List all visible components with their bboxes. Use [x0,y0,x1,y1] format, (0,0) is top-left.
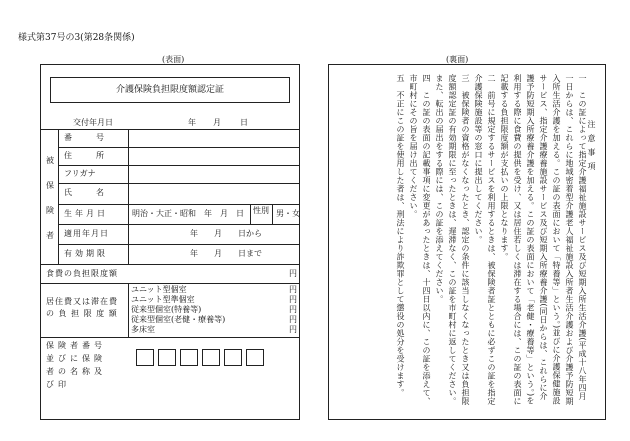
insurer-label-3: 者の名称及 [46,367,106,376]
insurer-number-box-3[interactable] [180,349,198,366]
field-number-label: 番 号 [64,133,104,142]
issue-date-month: 月 [213,118,221,127]
yen-3: 円 [289,305,297,314]
field-birth-value: 明治・大正・昭和 年 月 日 [132,209,244,218]
issue-date-day: 日 [240,118,248,127]
note-1: 一 この証によって指定介護福祉施設サービス及び短期入所生活介護(平成十八年四月一日からは、これらに地域密着型介護老人福祉施設入所者生活介護および介護予防短期入所生活介護を加える。この証の表面において「特養等」という。)並びに介護保健施設サービス、指定介護療養施設サービス及び短期入所療養介護(同日からは、これらに介護予防短期入所療養介護を加える。この証の表面において「老健・療養等」という。)を利用する際に食費の提供を受け、又は居住若しくは滞在する場合には、この証の表面に記載する負担限度額が支払いの上限となります。 [500,74,587,406]
room-type-trad-roken: 従来型個室(老健・療養等) [131,315,226,324]
card-title: 介護保険負担限度額認定証 [50,77,290,103]
field-apply-date-label: 適用年月日 [64,229,109,238]
field-valid-until-label: 有効期限 [64,249,108,258]
yen-4: 円 [289,315,297,324]
field-sex-label: 性別 [253,206,269,215]
insurer-number-box-2[interactable] [158,349,176,366]
insurer-label-4: び印 [46,380,70,389]
yen-5: 円 [289,325,297,334]
housing-label-line2: の 負 担 限 度 額 [46,309,118,318]
insured-char-1: 被 [46,156,54,165]
back-side-label: (裏面) [446,55,469,64]
field-name-label: 氏 名 [64,188,104,197]
note-3: 三 被保険者の資格がなくなったとき、認定の条件に該当しなくなったとき又は負担限度額認定証の有効期限に至ったときは、遅滞なく、この証を市町村に返してください。また、転出の届出をする際には、この証を添えてください。 [435,74,470,406]
front-side-label: (表面) [162,55,185,64]
room-type-unit-private: ユニット型個室 [131,285,187,294]
insurer-number-box-1[interactable] [136,349,154,366]
note-4: 四 この証の表面の記載事項に変更があったときは、十四日以内に、この証を添えて、市町村にその旨を届け出てください。 [409,74,431,406]
issue-date-label: 交付年月日 [73,118,113,127]
room-type-multi: 多床室 [131,325,155,334]
field-address-label: 住 所 [64,151,104,160]
insurer-number-box-6[interactable] [246,349,264,366]
field-furigana-label: フリガナ [64,169,96,178]
insurer-label-2: 並びに保険 [46,354,106,363]
form-number-header: 様式第37号の3(第28条関係) [18,33,135,43]
notes-title: 注意事項 [587,120,596,176]
field-apply-date-value: 年 月 日から [190,229,262,238]
yen-2: 円 [289,295,297,304]
insurer-number-box-4[interactable] [202,349,220,366]
note-2: 二 前号に規定するサービスを利用するときは、被保険者証とともに必ずこの証を指定介護保険施設等の窓口に提出してください。 [474,74,496,406]
insured-char-3: 険 [46,206,54,215]
yen-1: 円 [289,285,297,294]
food-limit-label: 食費の負担限度額 [46,269,118,278]
notes-body [333,74,589,409]
yen-food: 円 [289,269,297,278]
insured-char-2: 保 [46,181,54,190]
housing-label-line1: 居住費又は滞在費 [46,297,118,306]
insurer-number-box-5[interactable] [224,349,242,366]
note-5: 五 不正にこの証を使用した者は、刑法により詐欺罪として懲役の処分を受けます。 [396,74,405,397]
field-sex-value: 男・女 [276,209,300,218]
insured-char-4: 者 [46,231,54,240]
room-type-unit-semi: ユニット型準個室 [131,295,195,304]
room-type-trad-tokuyo: 従来型個室(特養等) [131,305,202,314]
issue-date-year: 年 [188,118,196,127]
field-birth-label: 生年月日 [64,209,108,218]
insurer-label-1: 保険者番号 [46,341,106,350]
field-valid-until-value: 年 月 日まで [190,249,262,258]
